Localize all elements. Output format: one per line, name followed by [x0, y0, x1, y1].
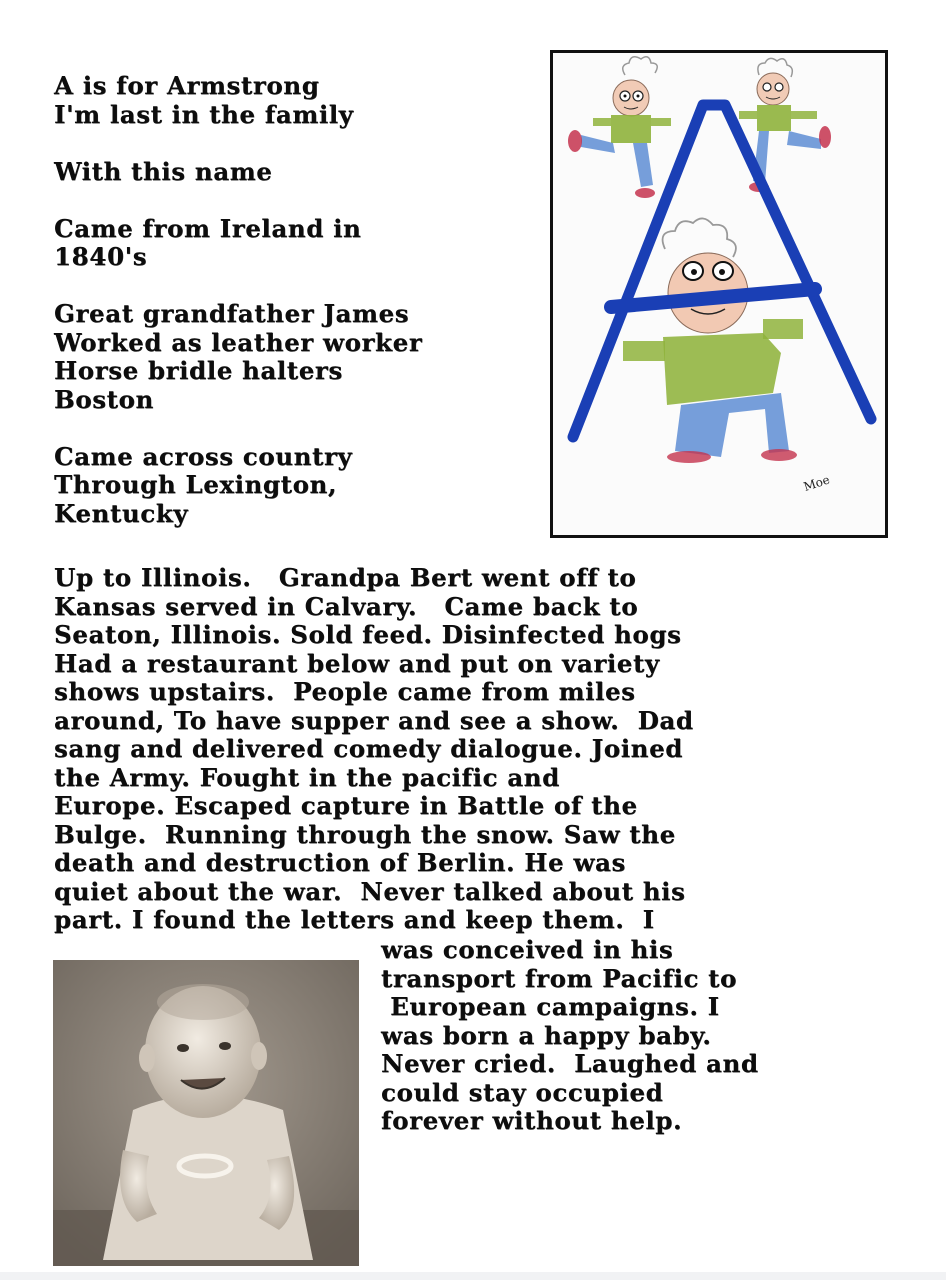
baby-photo-image — [53, 960, 359, 1266]
intro-line: Boston — [54, 384, 154, 414]
page-bottom-edge — [0, 1272, 946, 1280]
ending-line: transport from Pacific to — [381, 963, 737, 993]
story-line: Seaton, Illinois. Sold feed. Disinfected hogs — [54, 620, 682, 649]
story-line: Bulge. Running through the snow. Saw the — [54, 819, 676, 849]
story-line: shows upstairs. People came from miles — [54, 677, 636, 706]
ending-line: was conceived in his — [381, 935, 674, 964]
story-line: Up to Illinois. Grandpa Bert went off to — [54, 563, 637, 592]
baby-photo — [53, 960, 359, 1266]
intro-line — [54, 272, 422, 301]
story-line: death and destruction of Berlin. He was — [54, 848, 626, 877]
artist-signature: Moe — [801, 472, 832, 495]
intro-line: Came from Ireland in — [54, 213, 362, 243]
ending-text — [381, 936, 759, 1136]
intro-line — [54, 129, 422, 158]
intro-line — [54, 186, 422, 215]
story-line: the Army. Fought in the pacific and — [54, 762, 560, 792]
intro-line: A is for Armstrong — [54, 71, 320, 100]
story-line: around, To have supper and see a show. Dad — [54, 705, 694, 735]
letter-a-illustration — [550, 50, 888, 538]
intro-line: I'm last in the family — [54, 99, 354, 129]
ending-line: Never cried. Laughed and — [381, 1049, 759, 1078]
intro-line: Horse bridle halters — [54, 356, 343, 385]
intro-line: Great grandfather James — [54, 299, 410, 328]
letter-a-drawing — [553, 53, 885, 535]
intro-text — [54, 72, 422, 528]
ending-line: was born a happy baby. — [381, 1020, 712, 1050]
intro-line: 1840's — [54, 242, 148, 271]
story-line: Kansas served in Calvary. Came back to — [54, 591, 639, 621]
intro-line: Came across country — [54, 441, 353, 471]
ending-line: forever without help. — [381, 1106, 683, 1135]
story-text — [54, 564, 694, 935]
intro-line: Kentucky — [54, 498, 189, 528]
story-line: sang and delivered comedy dialogue. Joined — [54, 734, 683, 763]
intro-line: Worked as leather worker — [54, 327, 423, 357]
ending-line: could stay occupied — [381, 1077, 664, 1107]
story-line: quiet about the war. Never talked about his — [54, 876, 686, 906]
story-line: Europe. Escaped capture in Battle of the — [54, 791, 638, 820]
intro-line — [54, 414, 422, 443]
ending-line: European campaigns. I — [381, 992, 720, 1021]
story-line: Had a restaurant below and put on variety — [54, 648, 660, 678]
intro-line: Through Lexington, — [54, 470, 338, 499]
intro-line: With this name — [54, 156, 273, 186]
story-line: part. I found the letters and keep them. I — [54, 905, 655, 934]
